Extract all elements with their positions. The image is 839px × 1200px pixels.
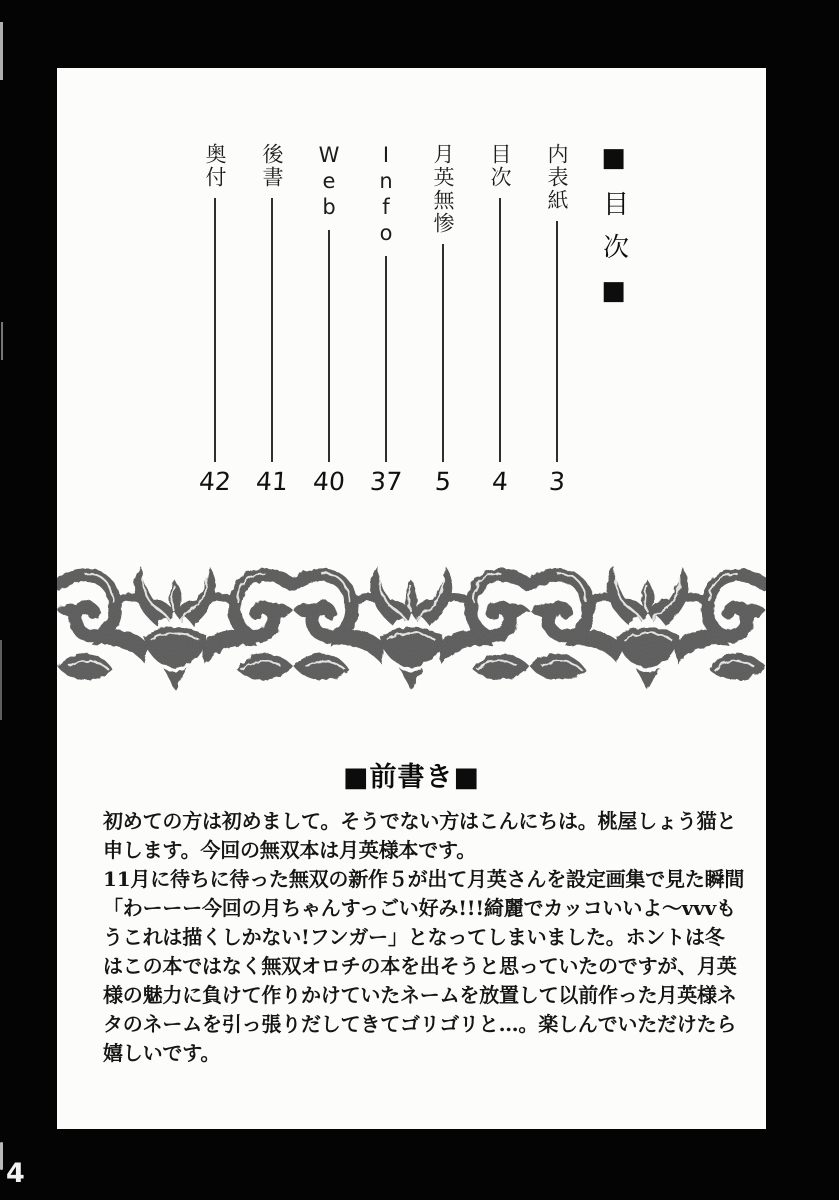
toc-page-number: 42 bbox=[197, 467, 232, 496]
toc-entry bbox=[414, 143, 471, 495]
scanned-page bbox=[57, 68, 766, 1129]
toc-entry-label: 月英無惨 bbox=[431, 143, 455, 235]
foreword-title: ■前書き■ bbox=[342, 762, 481, 793]
toc-entry-label: 内表紙 bbox=[545, 143, 569, 212]
toc-entry bbox=[471, 143, 528, 495]
toc-page-number: 41 bbox=[254, 467, 289, 496]
scan-artifact bbox=[1, 322, 3, 360]
leader-line bbox=[214, 198, 216, 462]
page-number: 4 bbox=[6, 1158, 25, 1189]
leader-line bbox=[328, 230, 330, 462]
toc-title-column bbox=[585, 143, 642, 495]
foreword-line: 様の魅力に負けて作りかけていたネームを放置して以前作った月英様ネ bbox=[103, 983, 737, 1007]
toc-entry-label: 後書 bbox=[260, 143, 284, 189]
foreword-line: タのネームを引っ張りだしてきてゴリゴリと…。楽しんでいただけたら bbox=[103, 1012, 737, 1036]
toc-entry bbox=[186, 143, 243, 495]
toc-page-number: 3 bbox=[547, 467, 566, 496]
foreword-line: 申します。今回の無双本は月英様本です。 bbox=[103, 838, 476, 862]
foreword-line: 11月に待ちに待った無双の新作５が出て月英さんを設定画集で見た瞬間 bbox=[103, 867, 745, 891]
toc-entry bbox=[300, 143, 357, 495]
toc-entry-label: 目次 bbox=[488, 143, 512, 189]
foreword-section bbox=[57, 762, 766, 1068]
toc-entry-label: 奥付 bbox=[203, 143, 227, 189]
toc-entry bbox=[528, 143, 585, 495]
scan-artifact bbox=[0, 22, 3, 80]
toc-title: ■目次■ bbox=[598, 143, 629, 323]
foreword-line: はこの本ではなく無双オロチの本を出そうと思っていたのですが、月英 bbox=[103, 954, 737, 978]
foreword-body bbox=[103, 807, 763, 1068]
scan-artifact bbox=[0, 1142, 3, 1170]
leader-line bbox=[499, 198, 501, 462]
toc-page-number: 40 bbox=[311, 467, 346, 496]
toc-page-number: 5 bbox=[433, 467, 452, 496]
toc-entry bbox=[357, 143, 414, 495]
toc-page-number: 4 bbox=[490, 467, 509, 496]
toc-section bbox=[186, 143, 642, 495]
floral-ornament-band bbox=[57, 558, 766, 698]
foreword-line: 「わーーー今回の月ちゃんすっごい好み!!!綺麗でカッコいいよ～vvvも bbox=[103, 896, 736, 920]
leader-line bbox=[442, 244, 444, 462]
foreword-line: うこれは描くしかない!フンガー」となってしまいました。ホントは冬 bbox=[103, 925, 725, 949]
foreword-line: 嬉しいです。 bbox=[103, 1041, 221, 1065]
foreword-line: 初めての方は初めまして。そうでない方はこんにちは。桃屋しょう猫と bbox=[103, 809, 737, 833]
leader-line bbox=[271, 198, 273, 462]
leader-line bbox=[385, 256, 387, 462]
leader-line bbox=[556, 221, 558, 462]
scan-artifact bbox=[0, 640, 2, 720]
toc-page-number: 37 bbox=[368, 467, 403, 496]
toc-entry-label: Info bbox=[374, 143, 398, 247]
toc-entry bbox=[243, 143, 300, 495]
toc-entry-label: Web bbox=[317, 143, 341, 221]
